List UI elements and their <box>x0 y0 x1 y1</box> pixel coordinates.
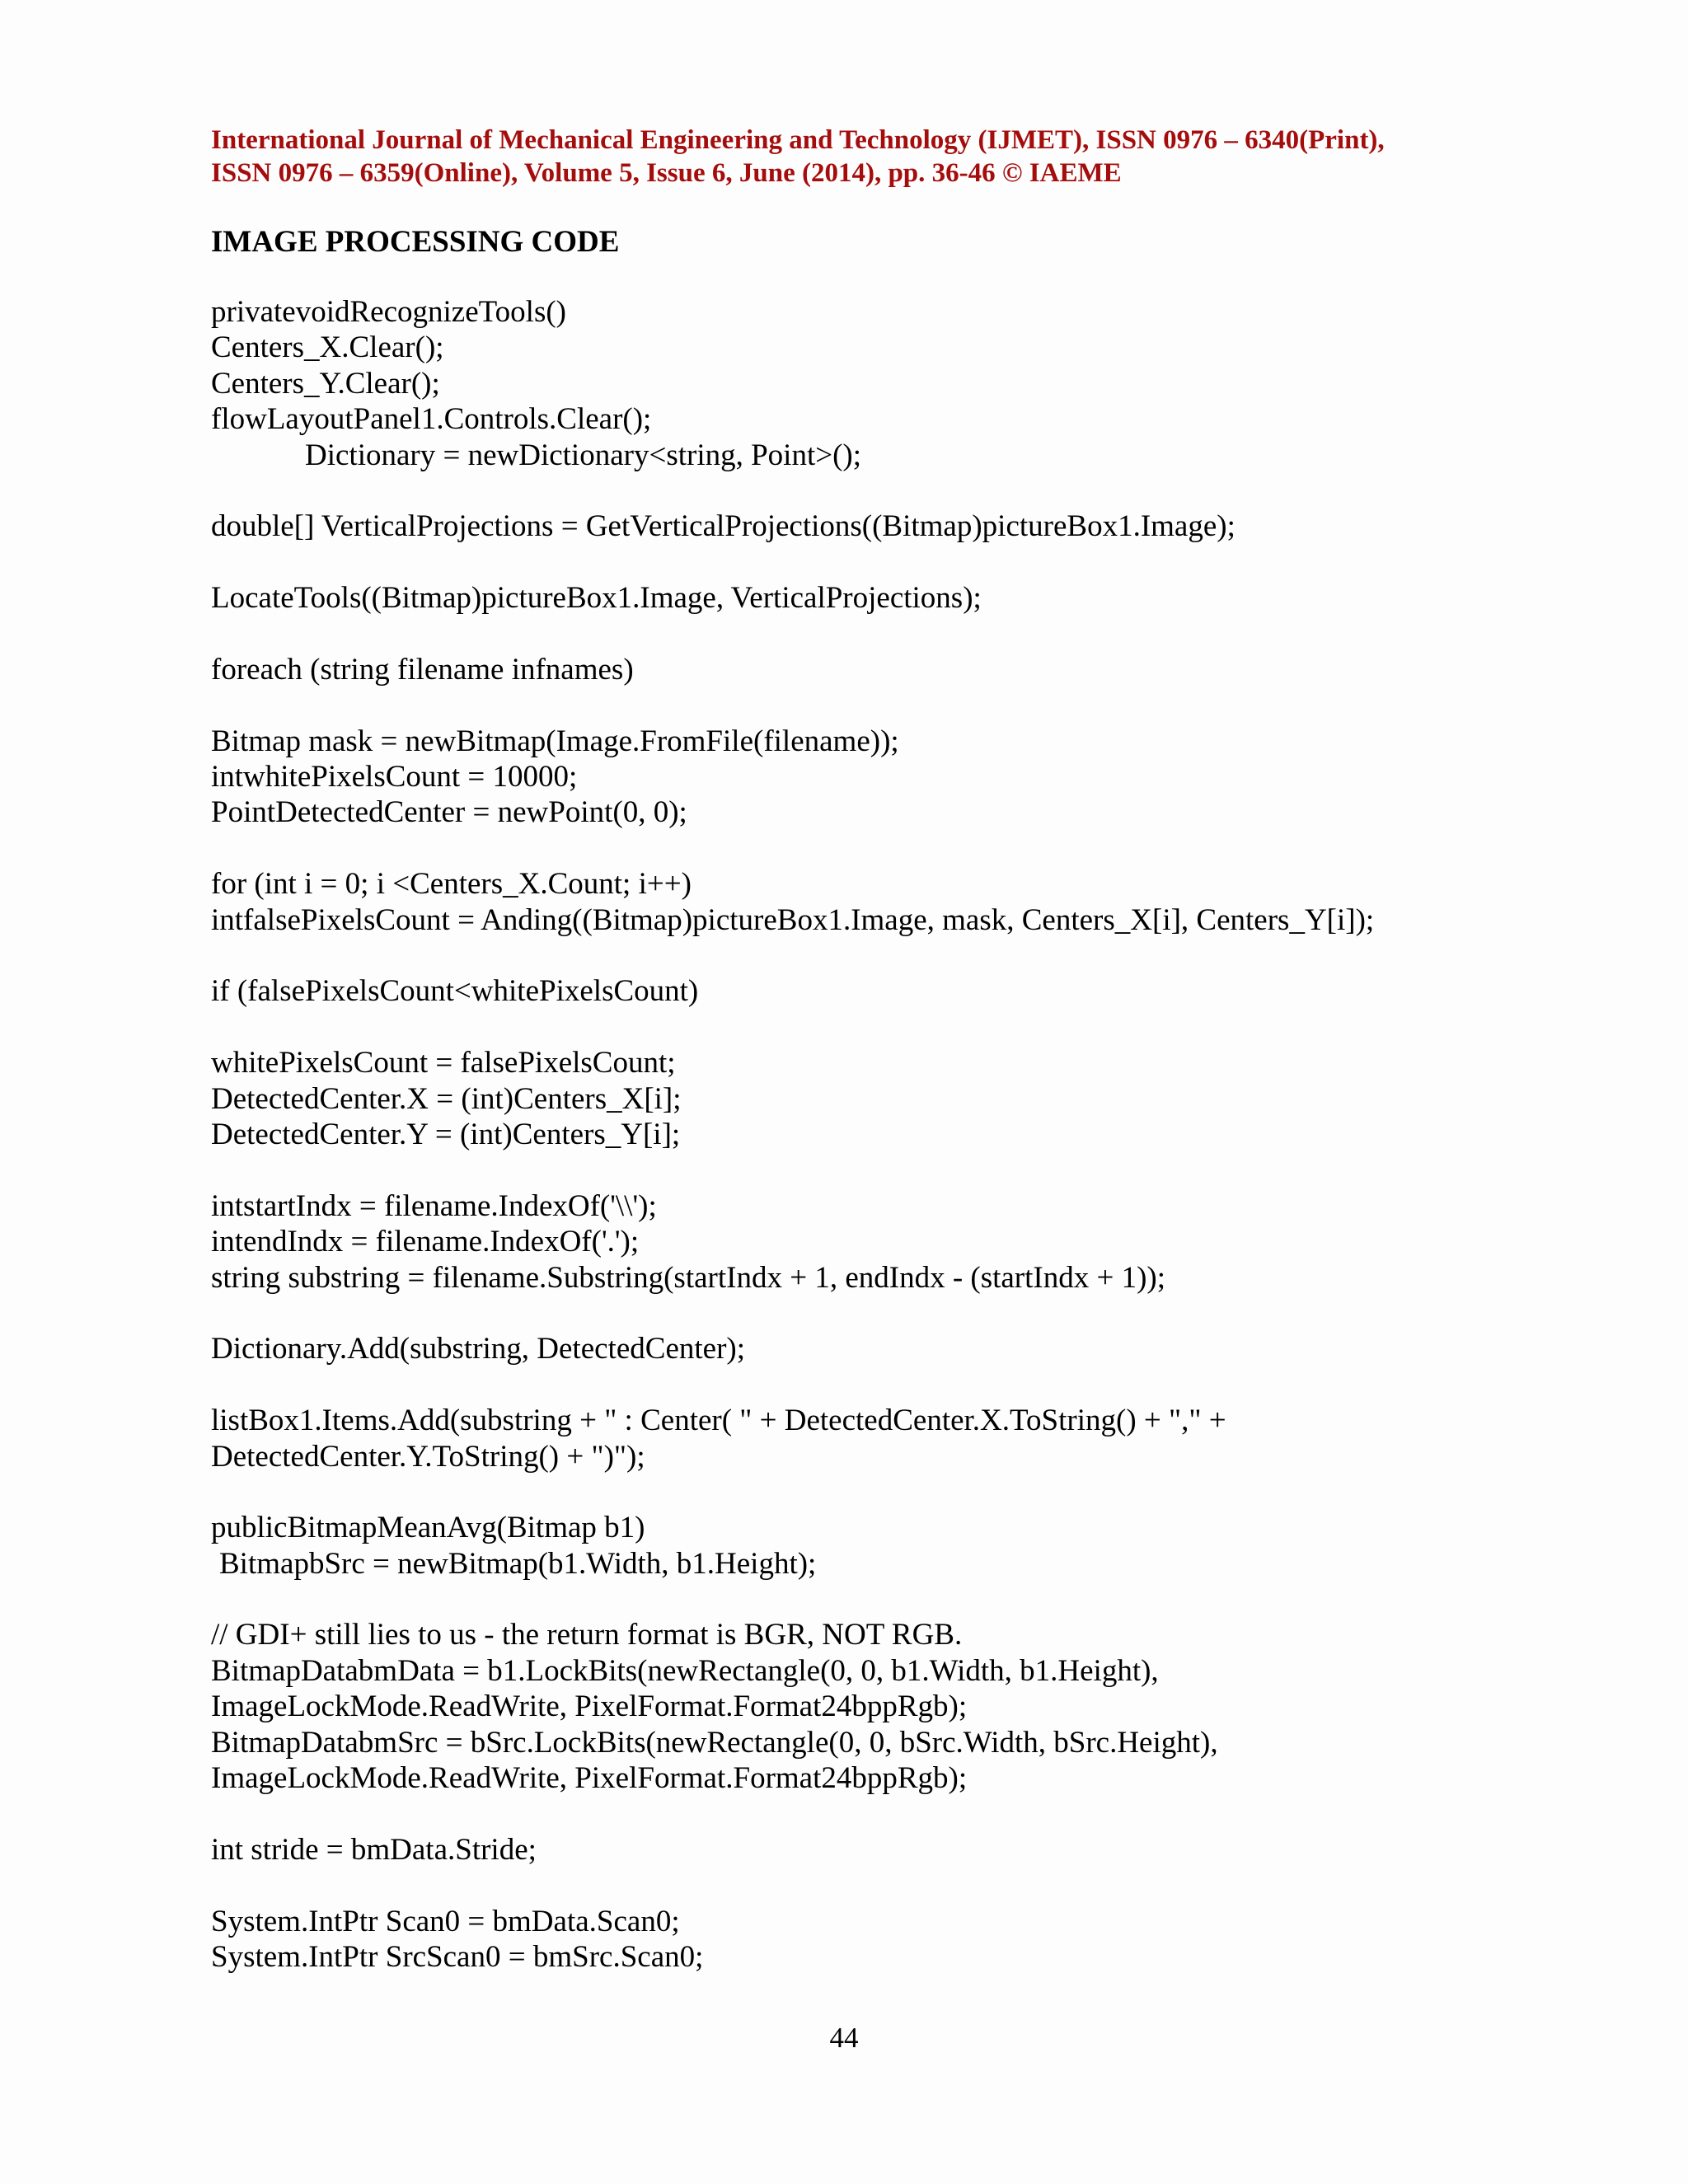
blank-line <box>211 1582 1497 1617</box>
code-line: Dictionary.Add(substring, DetectedCenter); <box>211 1332 745 1366</box>
code-line: Centers_X.Clear(); <box>211 330 444 365</box>
code-line: whitePixelsCount = falsePixelsCount; <box>211 1046 676 1080</box>
blank-line <box>211 1010 1497 1045</box>
code-line: flowLayoutPanel1.Controls.Clear(); <box>211 402 652 437</box>
blank-line <box>211 1868 1497 1903</box>
blank-line <box>211 1152 1497 1188</box>
code-line: ImageLockMode.ReadWrite, PixelFormat.Format24bppRgb); <box>211 1690 968 1724</box>
code-line: System.IntPtr SrcScan0 = bmSrc.Scan0; <box>211 1939 704 1974</box>
code-line: ImageLockMode.ReadWrite, PixelFormat.Format24bppRgb); <box>211 1761 968 1796</box>
blank-line <box>211 1796 1497 1831</box>
blank-line <box>211 687 1497 723</box>
code-line: intendIndx = filename.IndexOf('.'); <box>211 1225 640 1259</box>
journal-header-line-1: International Journal of Mechanical Engineering and Technology (IJMET), ISSN 0976 – 6340(Print), <box>211 125 1385 155</box>
code-line: if (falsePixelsCount<whitePixelsCount) <box>211 974 699 1009</box>
code-line: Dictionary = newDictionary<string, Point>(); <box>305 438 862 472</box>
code-line: for (int i = 0; i <Centers_X.Count; i++) <box>211 867 692 902</box>
code-line: DetectedCenter.Y.ToString() + ")"); <box>211 1439 645 1474</box>
code-line: BitmapDatabmSrc = bSrc.LockBits(newRectangle(0, 0, bSrc.Width, bSrc.Height), <box>211 1725 1218 1760</box>
blank-line <box>211 545 1497 580</box>
code-line: BitmapDatabmData = b1.LockBits(newRectangle(0, 0, b1.Width, b1.Height), <box>211 1653 1159 1688</box>
blank-line <box>211 831 1497 866</box>
code-line: int stride = bmData.Stride; <box>211 1832 537 1867</box>
blank-line <box>211 616 1497 652</box>
journal-header <box>211 124 1497 190</box>
code-line: System.IntPtr Scan0 = bmData.Scan0; <box>211 1904 680 1938</box>
code-line: listBox1.Items.Add(substring + " : Center( " + DetectedCenter.X.ToString() + "," + <box>211 1404 1226 1438</box>
code-line: LocateTools((Bitmap)pictureBox1.Image, VerticalProjections); <box>211 581 982 616</box>
code-line: DetectedCenter.X = (int)Centers_X[i]; <box>211 1081 682 1116</box>
journal-header-line-2: ISSN 0976 – 6359(Online), Volume 5, Issue 6, June (2014), pp. 36-46 © IAEME <box>211 158 1122 188</box>
code-line: intfalsePixelsCount = Anding((Bitmap)pictureBox1.Image, mask, Centers_X[i], Centers_Y[i]); <box>211 902 1375 937</box>
code-line: foreach (string filename infnames) <box>211 652 634 687</box>
code-line: PointDetectedCenter = newPoint(0, 0); <box>211 795 687 830</box>
code-line: publicBitmapMeanAvg(Bitmap b1) <box>211 1511 645 1545</box>
code-line: string substring = filename.Substring(startIndx + 1, endIndx - (startIndx + 1)); <box>211 1260 1166 1295</box>
code-line: double[] VerticalProjections = GetVerticalProjections((Bitmap)pictureBox1.Image); <box>211 509 1236 544</box>
page-number: 44 <box>829 2022 859 2054</box>
blank-line <box>211 1296 1497 1331</box>
code-line: Bitmap mask = newBitmap(Image.FromFile(filename)); <box>211 724 899 758</box>
code-line: privatevoidRecognizeTools() <box>211 295 566 329</box>
code-listing <box>211 294 1497 1975</box>
code-line: BitmapbSrc = newBitmap(b1.Width, b1.Height); <box>219 1546 817 1581</box>
code-line: DetectedCenter.Y = (int)Centers_Y[i]; <box>211 1117 681 1151</box>
blank-line <box>211 938 1497 973</box>
blank-line <box>211 1367 1497 1403</box>
code-line: Centers_Y.Clear(); <box>211 366 440 401</box>
code-line: intstartIndx = filename.IndexOf('\\'); <box>211 1188 657 1223</box>
section-title: IMAGE PROCESSING CODE <box>211 225 620 259</box>
code-comment-line: // GDI+ still lies to us - the return format is BGR, NOT RGB. <box>211 1618 963 1652</box>
code-line: intwhitePixelsCount = 10000; <box>211 760 578 794</box>
blank-line <box>211 473 1497 509</box>
blank-line <box>211 1474 1497 1510</box>
